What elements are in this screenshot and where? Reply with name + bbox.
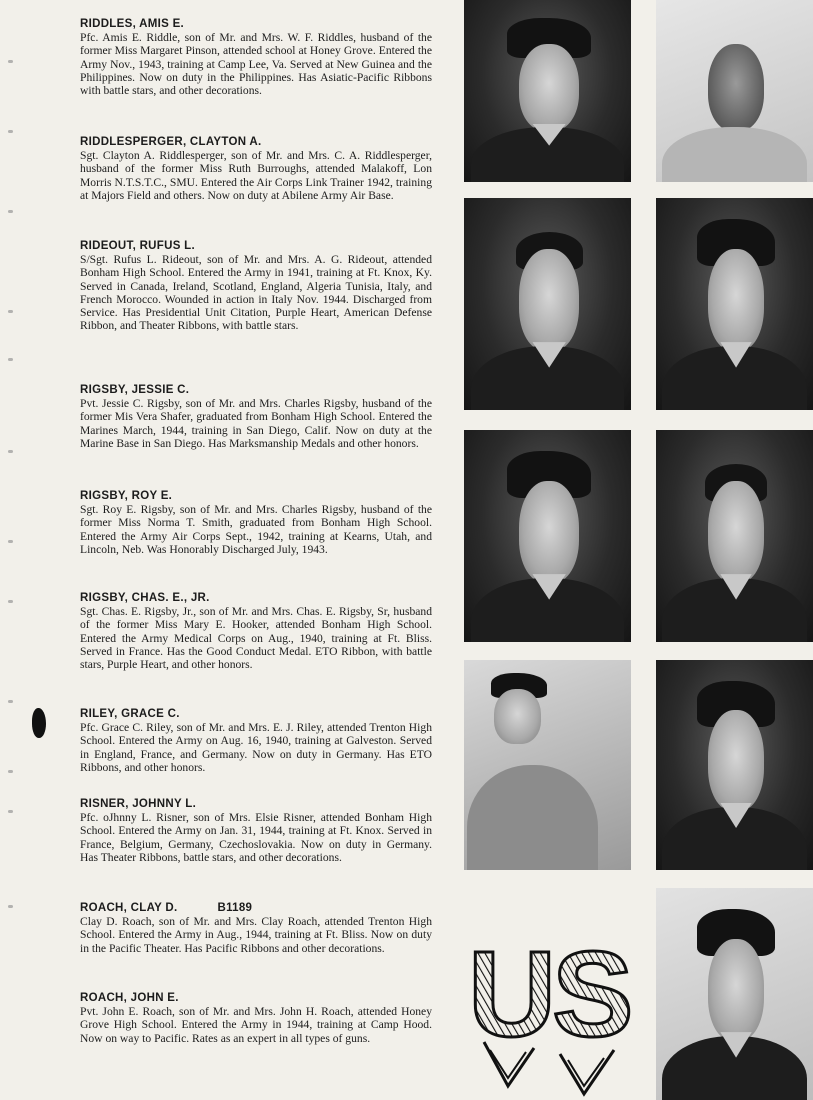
entry-body: Sgt. Clayton A. Riddlesperger, son of Mr. and Mrs. C. A. Riddlesperger, husband of the former Miss Ruth Burroughs, attended Malakoff, Lon Morris N.T.S.T.C., SMU. Entered the Air Corps Link Trainer 1942, training at Majors Field and others. Now on duty at Abilene Army Air Base.	[80, 149, 432, 202]
entry-riddlesperger-clayton	[80, 136, 432, 202]
entry-name: RIDEOUT, RUFUS L.	[80, 240, 195, 252]
entry-body: S/Sgt. Rufus L. Rideout, son of Mr. and Mrs. A. G. Rideout, attended Bonham High School. Entered the Army in 1941, training at Ft. Knox, Ky. Served in Canada, Ireland, Scotland, England, Algeria Tunisia, Italy, and French Morocco. Wounded in action in Italy Nov. 1944. Discharged from Service. Has Presidential Unit Citation, Purple Heart, American Defense Ribbon, and Theater Ribbons, with battle stars.	[80, 253, 432, 333]
entry-name: RIGSBY, CHAS. E., JR.	[80, 592, 210, 604]
emblem-text: US	[468, 926, 630, 1062]
entry-roach-john	[80, 992, 432, 1045]
entry-body: Pfc. Grace C. Riley, son of Mr. and Mrs. E. J. Riley, attended Trenton High School. Entered the Army on Aug. 16, 1940, training at Galveston. Served in England, France, and Germany. Now on duty in Germany. Has ETO Ribbons, and other honors.	[80, 721, 432, 774]
entry-name: RIGSBY, JESSIE C.	[80, 384, 190, 396]
entry-body: Pvt. John E. Roach, son of Mr. and Mrs. John H. Roach, attended Honey Grove High School. Entered the Army in 1944, training at Camp Hood. Now on way to Pacific. Rates as an expert in all types of guns.	[80, 1005, 432, 1045]
entry-riley-grace	[80, 708, 432, 774]
entry-roach-clay	[80, 902, 432, 955]
portrait-photo	[656, 888, 813, 1100]
portrait-photo	[656, 0, 813, 182]
entry-body: Pfc. Amis E. Riddle, son of Mr. and Mrs. W. F. Riddles, husband of the former Miss Margaret Pinson, attended school at Honey Grove. Entered the Army Nov., 1943, training at Camp Lee, Va. Served at New Guinea and the Philippines. Now on duty in the Philippines. Has Asiatic-Pacific Ribbons with battle stars, and other decorations.	[80, 31, 432, 98]
entry-body: Sgt. Chas. E. Rigsby, Jr., son of Mr. and Mrs. Chas. E. Rigsby, Sr, husband of the former Miss Mary E. Hooker, attended Bonham High School. Entered the Army Medical Corps on Aug., 1940, training at Ft. Bliss. Served in France. Has the Good Conduct Medal. ETO Ribbon, with battle stars, Purple Heart, and other honors.	[80, 605, 432, 672]
entry-name: ROACH, JOHN E.	[80, 992, 179, 1004]
entry-rideout-rufus	[80, 240, 432, 333]
entry-body: Clay D. Roach, son of Mr. and Mrs. Clay Roach, attended Trenton High School. Entered the Army in Aug., 1944, training at Ft. Bliss. Now on duty in the Pacific Theater. Has Pacific Ribbons and other decorations.	[80, 915, 432, 955]
entry-id: B1189	[217, 902, 253, 914]
entry-name: RIDDLES, AMIS E.	[80, 18, 185, 30]
ink-stain	[32, 708, 46, 738]
entry-name: RIGSBY, ROY E.	[80, 490, 173, 502]
portrait-photo	[464, 198, 631, 410]
entry-name: RILEY, GRACE C.	[80, 708, 180, 720]
us-emblem	[464, 918, 642, 1098]
entry-rigsby-jessie	[80, 384, 432, 450]
entry-body: Pvt. Jessie C. Rigsby, son of Mr. and Mrs. Charles Rigsby, husband of the former Mis Vera Shafer, graduated from Bonham High School. Entered the Marines March, 1944, training in San Diego, Calif. Now on duty at the Marine Base in San Diego. Has Marksmanship Medals and other honors.	[80, 397, 432, 450]
entry-name	[80, 902, 432, 915]
entry-riddles-amis	[80, 18, 432, 97]
portrait-photo	[656, 198, 813, 410]
entry-risner-johnny	[80, 798, 432, 864]
portrait-photo	[656, 430, 813, 642]
entry-name-text: ROACH, CLAY D.	[80, 902, 178, 914]
portrait-photo	[464, 0, 631, 182]
entry-body: Sgt. Roy E. Rigsby, son of Mr. and Mrs. Charles Rigsby, husband of the former Miss Norma T. Smith, graduated from Bonham High School. Entered the Army Air Corps Sept., 1942, training at Kearns, Utah, and Lincoln, Neb. Was Honorably Discharged July, 1943.	[80, 503, 432, 556]
portrait-photo	[656, 660, 813, 870]
entry-body: Pfc. oJhnny L. Risner, son of Mrs. Elsie Risner, attended Bonham High School. Entered the Army on Jan. 31, 1944, training at Ft. Knox. Served in France, Belgium, Germany, Czechoslovakia. Now on duty in Germany. Has Theater Ribbons, battle stars, and other decorations.	[80, 811, 432, 864]
entry-rigsby-chas	[80, 592, 432, 671]
entry-name: RISNER, JOHNNY L.	[80, 798, 197, 810]
portrait-photo	[464, 430, 631, 642]
entry-rigsby-roy	[80, 490, 432, 556]
portrait-photo	[464, 660, 631, 870]
entry-name: RIDDLESPERGER, CLAYTON A.	[80, 136, 262, 148]
